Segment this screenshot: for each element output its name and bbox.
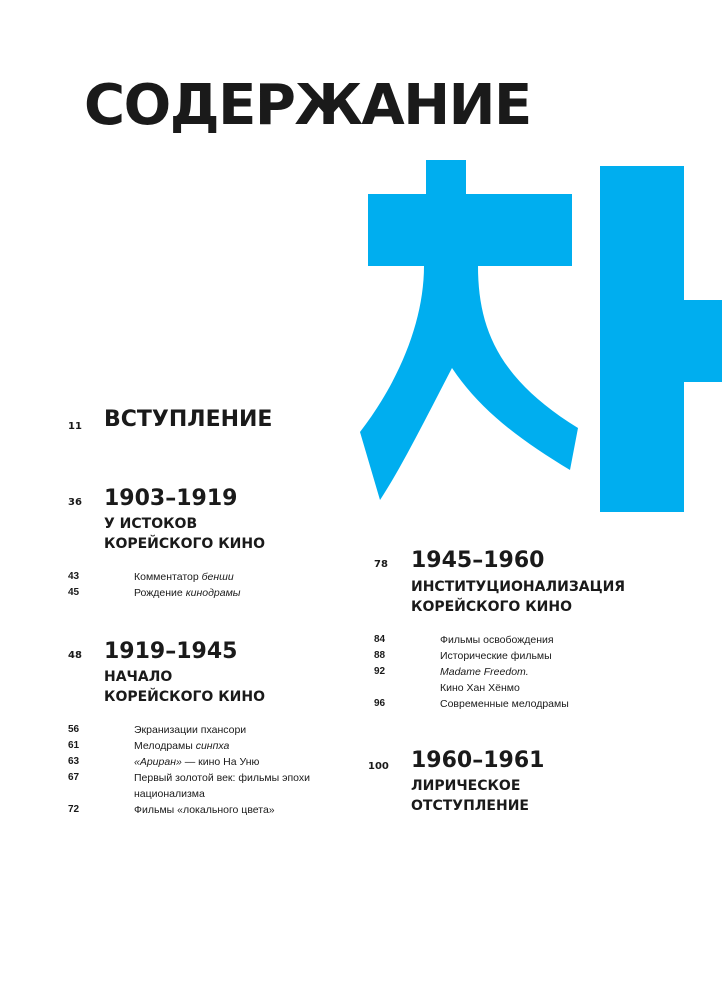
section-subtitle-line: КОРЕЙСКОГО КИНО [104,536,265,552]
section-page-number: 36 [68,497,82,508]
section-subtitle-line: ЛИРИЧЕСКОЕ [411,778,521,794]
item-page-number: 61 [68,740,80,751]
section-subtitle-line: ОТСТУПЛЕНИЕ [411,798,529,814]
section-page-number: 100 [368,761,389,772]
section-page-number: 48 [68,650,82,661]
item-page-number: 72 [68,804,80,815]
toc-item: Фильмы «локального цвета» [134,804,275,816]
item-page-number: 92 [374,666,386,677]
item-page-number: 88 [374,650,386,661]
section-subtitle-line: У ИСТОКОВ [104,516,198,532]
toc-item-continued: национализма [134,788,205,800]
toc-item-continued: Кино Хан Хёнмо [440,682,520,694]
item-page-number: 45 [68,587,80,598]
item-page-number: 63 [68,756,80,767]
item-page-number: 84 [374,634,386,645]
section-subtitle-line: НАЧАЛО [104,669,173,685]
toc-item: Фильмы освобождения [440,634,554,646]
toc-item: Мелодрамы синпха [134,740,230,752]
toc-item: Комментатор бенши [134,571,234,583]
toc-item: «Ариран» — кино На Уню [134,756,260,768]
section-years: 1945–1960 [411,548,545,573]
item-page-number: 96 [374,698,386,709]
section-subtitle-line: ИНСТИТУЦИОНАЛИЗАЦИЯ [411,579,626,595]
intro-page-number: 11 [68,421,82,432]
toc-item: Madame Freedom. [440,666,529,678]
toc-item: Исторические фильмы [440,650,552,662]
section-years: 1960–1961 [411,748,545,773]
page-title: СОДЕРЖАНИЕ [84,73,531,138]
item-page-number: 67 [68,772,80,783]
toc-item: Современные мелодрамы [440,698,569,710]
section-years: 1903–1919 [104,486,238,511]
toc-item: Первый золотой век: фильмы эпохи [134,772,310,784]
item-page-number: 43 [68,571,80,582]
section-subtitle-line: КОРЕЙСКОГО КИНО [104,689,265,705]
toc-item: Экранизации пхансори [134,724,247,736]
intro-heading: ВСТУПЛЕНИЕ [104,407,273,432]
section-years: 1919–1945 [104,639,238,664]
toc-item: Рождение кинодрамы [134,587,241,599]
item-page-number: 56 [68,724,80,735]
section-page-number: 78 [374,559,388,570]
section-subtitle-line: КОРЕЙСКОГО КИНО [411,599,572,615]
